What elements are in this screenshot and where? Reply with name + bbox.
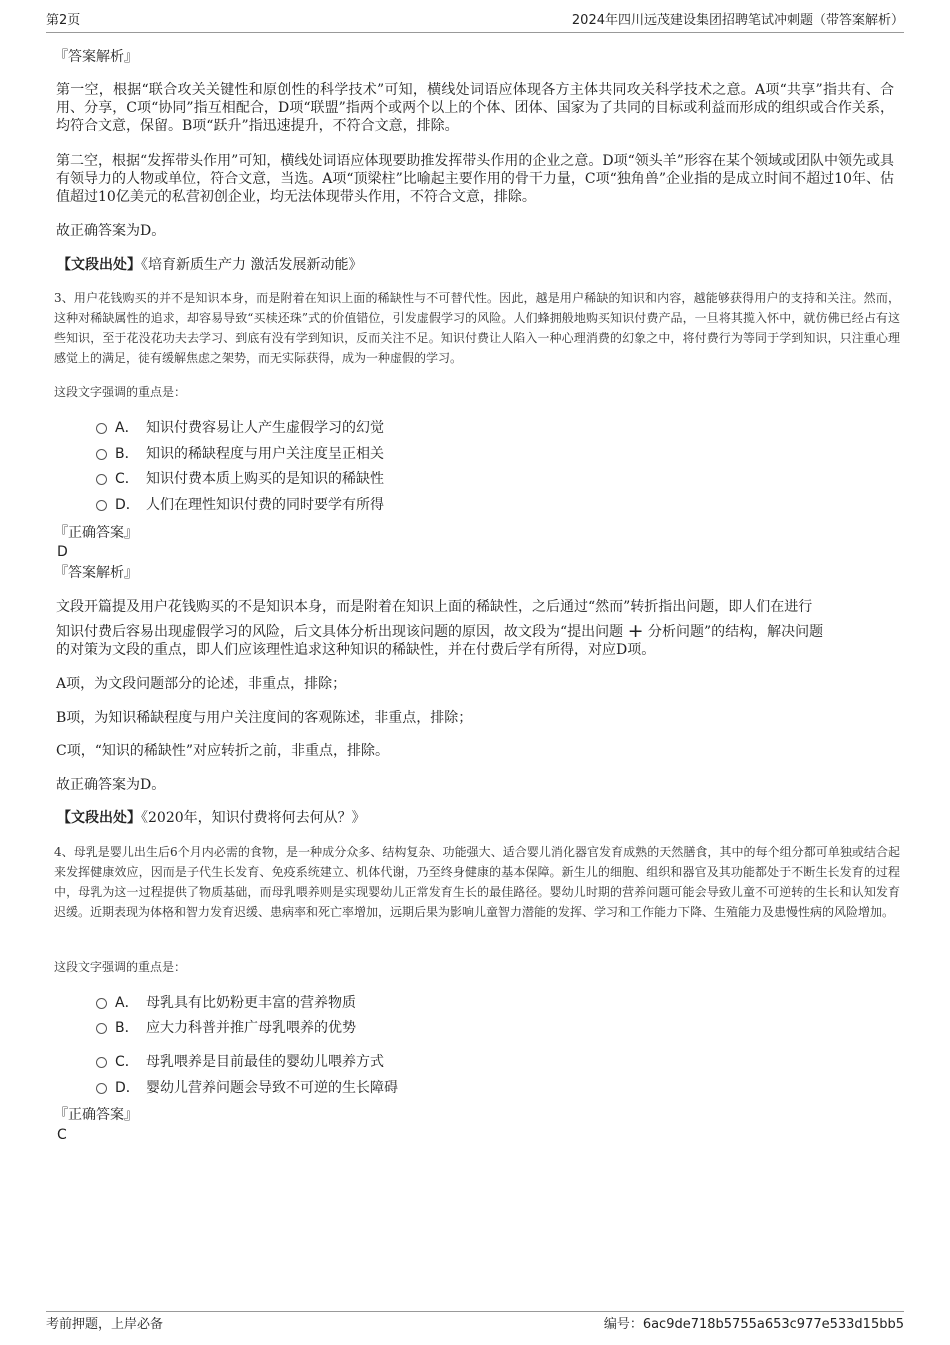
analysis-conclusion: 故正确答案为D。 [56,223,166,239]
option-b[interactable]: B． 知识的稀缺程度与用户关注度呈正相关 [96,445,384,463]
option-d[interactable]: D． 人们在理性知识付费的同时要学有所得 [96,496,384,514]
question-prompt: 这段文字强调的重点是： [54,385,187,399]
option-b[interactable]: B． 应大力科普并推广母乳喂养的优势 [96,1019,356,1037]
radio-icon[interactable] [96,474,107,485]
radio-icon[interactable] [96,1023,107,1034]
question-prompt: 这段文字强调的重点是： [54,960,187,974]
source-title: 《培育新质生产力 激活发展新动能》 [141,257,363,273]
radio-icon[interactable] [96,500,107,511]
source-title: 《2020年，知识付费将何去何从？》 [141,810,366,826]
radio-icon[interactable] [96,449,107,460]
analysis-label: 『答案解析』 [54,565,138,581]
source-citation [57,256,362,274]
question-text: 4、母乳是婴儿出生后6个月内必需的食物，是一种成分众多、结构复杂、功能强大、适合婴儿消化器官发育成熟的天然膳食，其中的每个组分都可单独或结合起来发挥健康效应，因而是子代生长发育、免疫系统建立、机体代谢，乃至终身健康的基本保障。新生儿的细胞、组织和器官及其功能都处于不断生长发育的过程中，母乳为这一过程提供了物质基础，而母乳喂养则是实现婴幼儿正常发育生长的最佳路径。婴幼儿时期的营养问题可能会导致儿童不可逆转的生长和认知发育迟缓。近期表现为体格和智力发育迟缓、患病率和死亡率增加，远期后果为影响儿童智力潜能的发挥、学习和工作能力下降、生殖能力及患慢性病的风险增加。 [54,845,900,919]
page-footer [46,1311,904,1334]
page-header [46,10,904,33]
analysis-paragraph: C项，“知识的稀缺性”对应转折之前，非重点，排除。 [56,743,390,759]
analysis-paragraph: B项，为知识稀缺程度与用户关注度间的客观陈述，非重点，排除； [56,710,473,726]
analysis-paragraph: 第一空，根据“联合攻关关键性和原创性的科学技术”可知，横线处词语应体现各方主体共同攻关科学技术之意。A项“共享”指共有、合用、分享，C项“协同”指互相配合，D项“联盟”指两个或两个以上的个体、团体、国家为了共同的目标或利益而形成的组织或合作关系，均符合文意，保留。B项“跃升”指迅速提升，不符合文意，排除。 [56,82,894,134]
analysis-paragraph: 第二空，根据“发挥带头作用”可知，横线处词语应体现要助推发挥带头作用的企业之意。D项“领头羊”形容在某个领域或团队中领先或具有领导力的人物或单位，符合文意，当选。A项“顶梁柱”比喻起主要作用的骨干力量，C项“独角兽”企业指的是成立时间不超过10年、估值超过10亿美元的私营初创企业，均无法体现带头作用，不符合文意，排除。 [56,153,894,205]
page-number: 第2页 [46,13,81,28]
radio-icon[interactable] [96,1057,107,1068]
option-d[interactable]: D． 婴幼儿营养问题会导致不可逆的生长障碍 [96,1079,398,1097]
correct-answer: C [57,1127,67,1143]
document-id: 编号：6ac9de718b5755a653c977e533d15bb5 [603,1317,904,1332]
radio-icon[interactable] [96,423,107,434]
source-label: 【文段出处】 [57,257,141,273]
analysis-label: 『答案解析』 [54,49,138,65]
plus-sign: + [627,620,644,642]
source-citation [57,809,366,827]
option-a[interactable]: A． 知识付费容易让人产生虚假学习的幻觉 [96,419,384,437]
analysis-paragraph: 文段开篇提及用户花钱购买的不是知识本身，而是附着在知识上面的稀缺性，之后通过“然而”转折指出问题，即人们在进行 [56,599,813,615]
question-text: 3、用户花钱购买的并不是知识本身，而是附着在知识上面的稀缺性与不可替代性。因此，越是用户稀缺的知识和内容，越能够获得用户的支持和关注。然而，这种对稀缺属性的追求，却容易导致“买椟还珠”式的价值错位，引发虚假学习的风险。人们蜂拥般地购买知识付费产品，一旦将其揽入怀中，就仿佛已经占有这些知识，至于花没花功夫去学习、到底有没有学到知识，反而关注不足。知识付费让人陷入一种心理消费的幻象之中，将付费行为等同于学到知识，只注重心理感觉上的满足，徒有缓解焦虑之架势，而无实际获得，成为一种虚假的学习。 [54,291,900,365]
correct-answer-label: 『正确答案』 [54,1107,138,1123]
analysis-paragraph: 知识付费后容易出现虚假学习的风险，后文具体分析出现该问题的原因，故文段为“提出问题 + 分析问题”的结构，解决问题 [56,620,824,642]
source-label: 【文段出处】 [57,810,141,826]
analysis-paragraph: 的对策为文段的重点，即人们应该理性追求这种知识的稀缺性，并在付费后学有所得，对应D项。 [56,642,656,658]
analysis-paragraph: A项，为文段问题部分的论述，非重点，排除； [56,676,347,692]
radio-icon[interactable] [96,1083,107,1094]
document-title: 2024年四川远茂建设集团招聘笔试冲刺题（带答案解析） [571,13,904,28]
analysis-conclusion: 故正确答案为D。 [56,777,166,793]
option-a[interactable]: A． 母乳具有比奶粉更丰富的营养物质 [96,994,356,1012]
radio-icon[interactable] [96,998,107,1009]
option-c[interactable]: C． 母乳喂养是目前最佳的婴幼儿喂养方式 [96,1053,384,1071]
footer-slogan: 考前押题，上岸必备 [46,1317,164,1332]
option-c[interactable]: C． 知识付费本质上购买的是知识的稀缺性 [96,470,384,488]
correct-answer: D [57,544,68,560]
correct-answer-label: 『正确答案』 [54,525,138,541]
